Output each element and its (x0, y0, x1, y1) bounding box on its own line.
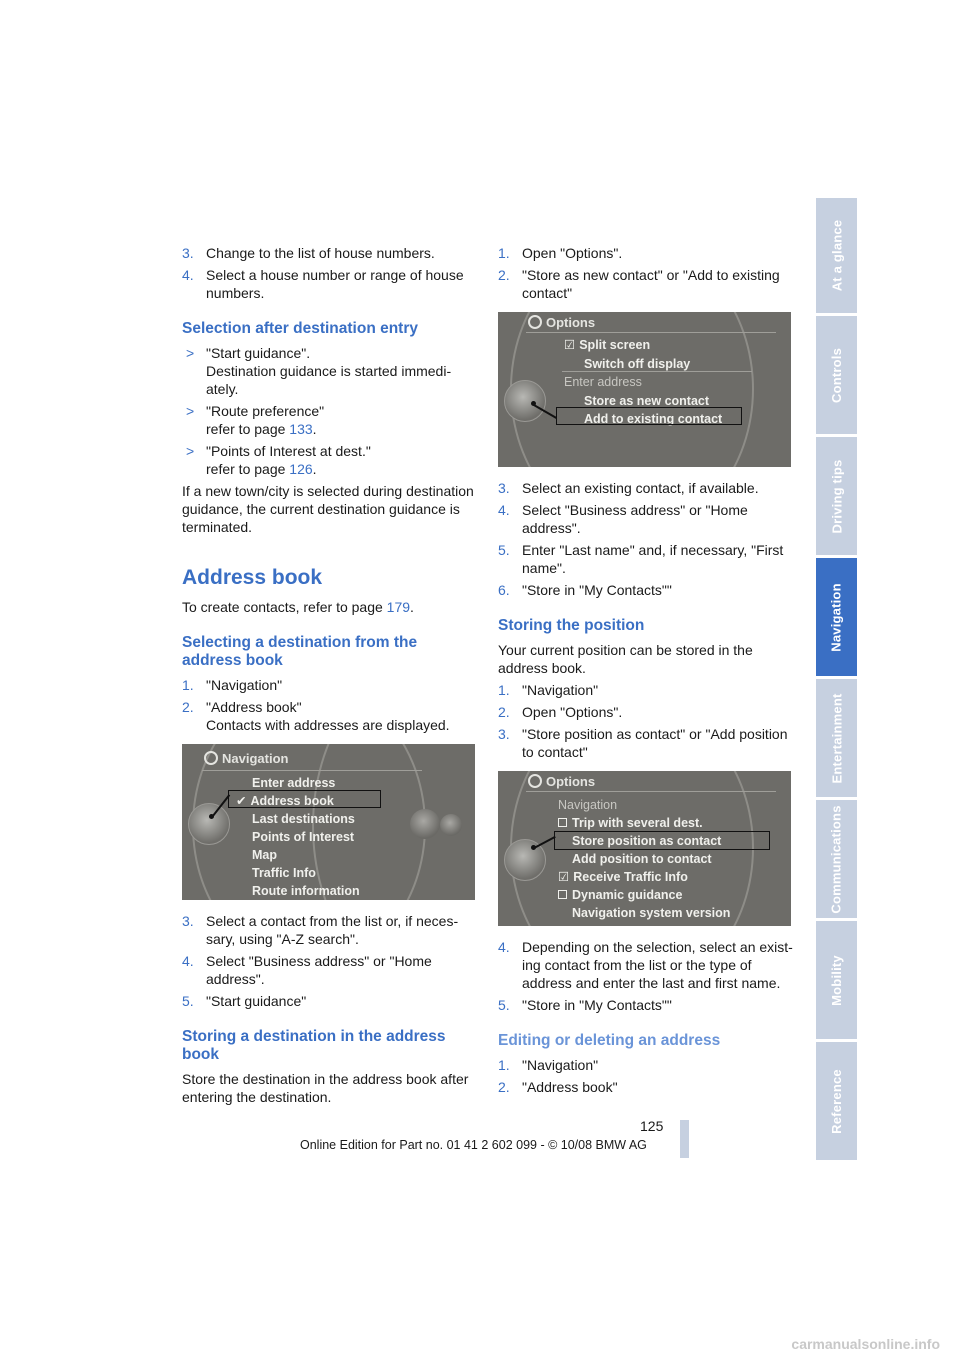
paragraph-create-contacts: To create contacts, refer to page 179. (182, 599, 414, 615)
selection-bullets (182, 344, 478, 478)
list-item: 4. Depending on the selection, select an existing contact from the list or the type of address and enter the last and first name. (498, 939, 793, 991)
list-item: 3. "Store position as contact" or "Add position to contact" (498, 726, 788, 760)
list-item: 1. "Navigation" (498, 1057, 599, 1073)
list-item: 1. "Navigation" (182, 677, 283, 693)
left-column (182, 244, 478, 1110)
paragraph-store-destination: Store the destination in the address book after entering the destination. (182, 1071, 469, 1105)
checkbox-icon (558, 890, 567, 899)
list-item: 5. Enter "Last name" and, if necessary, "First name". (498, 542, 784, 576)
options-icon (528, 774, 542, 788)
highlight-box (554, 831, 770, 850)
list-item: 2. "Address book" Contacts with addresses are displayed. (182, 699, 450, 733)
list-item: 3. Change to the list of house numbers. (182, 245, 435, 261)
controller-knob-icon (410, 809, 440, 839)
options-icon (528, 315, 542, 329)
highlight-box (228, 790, 381, 808)
menu-item: Add to existing contact (584, 412, 723, 426)
menu-item: ☑ Receive Traffic Info (558, 870, 688, 884)
list-item: > "Route preference" refer to page 133. (186, 403, 325, 437)
list-item: > "Start guidance". Destination guidance is started immediately. (186, 345, 452, 397)
tab-navigation[interactable]: Navigation (816, 558, 857, 676)
check-icon: ☑ (564, 338, 576, 352)
footer-edition: Online Edition for Part no. 01 41 2 602 099 - © 10/08 BMW AG (300, 1138, 647, 1152)
menu-item: Store position as contact (572, 834, 722, 848)
list-item: > "Points of Interest at dest." refer to page 126. (186, 443, 371, 477)
heading-selection-after-entry: Selection after destination entry (182, 320, 418, 337)
list-item: 3. Select an existing contact, if available. (498, 480, 759, 496)
tab-entertainment[interactable]: Entertainment (816, 679, 857, 797)
menu-item: Traffic Info (252, 866, 316, 880)
list-item: 4. Select a house number or range of house numbers. (182, 267, 464, 301)
checkbox-icon (558, 818, 567, 827)
contact-steps (182, 912, 478, 1010)
options-menu-screenshot: Options ☑ Split screen Switch off display Enter address Store as new contact Add to existing contact (498, 312, 791, 467)
list-item: 4. Select "Business address" or "Home address". (182, 953, 432, 987)
menu-item: Points of Interest (252, 830, 355, 844)
list-item: 2. "Store as new contact" or "Add to existing contact" (498, 267, 780, 301)
menu-item: ✔ Address book (236, 794, 334, 808)
controller-knob-icon (440, 814, 462, 836)
navigation-icon (204, 751, 218, 765)
tab-mobility[interactable]: Mobility (816, 921, 857, 1039)
page-link-179[interactable]: 179 (386, 599, 411, 615)
check-icon: ✔ (236, 794, 247, 808)
controller-knob-icon (504, 380, 546, 422)
menu-item: Map (252, 848, 277, 862)
options-steps (498, 244, 794, 302)
heading-storing-destination: Storing a destination in the address book (182, 1028, 446, 1063)
paragraph-position: Your current position can be stored in the address book. (498, 642, 753, 676)
menu-item: Dynamic guidance (558, 886, 682, 904)
menu-item: Store as new contact (584, 394, 710, 408)
menu-item: Add position to contact (572, 852, 712, 866)
page-number: 125 (640, 1118, 664, 1134)
list-item: 1. "Navigation" (498, 682, 599, 698)
heading-editing-address: Editing or deleting an address (498, 1032, 721, 1049)
heading-selecting-destination: Selecting a destination from the address book (182, 634, 418, 669)
tab-reference[interactable]: Reference (816, 1042, 857, 1160)
list-item: 1. Open "Options". (498, 245, 623, 261)
position-options-screenshot: Options Navigation Trip with several dest. Store position as contact Add position to contact ☑ Receive Traffic Info Dynamic guidance Navigation system version (498, 771, 791, 926)
position-steps (498, 681, 794, 761)
right-column (498, 244, 794, 1100)
tab-driving-tips[interactable]: Driving tips (816, 437, 857, 555)
heading-storing-position: Storing the position (498, 617, 645, 634)
list-item: 5. "Store in "My Contacts"" (498, 997, 672, 1013)
list-item: 4. Select "Business address" or "Home address". (498, 502, 748, 536)
house-number-steps (182, 244, 478, 302)
menu-section-label: Enter address (564, 375, 642, 389)
list-item: 2. Open "Options". (498, 704, 623, 720)
tab-communications[interactable]: Communications (816, 800, 857, 918)
store-contact-steps (498, 938, 794, 1014)
page-link-133[interactable]: 133 (289, 421, 313, 437)
list-item: 3. Select a contact from the list or, if necessary, using "A-Z search". (182, 913, 459, 947)
controller-knob-icon (188, 803, 230, 845)
list-item: 5. "Start guidance" (182, 993, 307, 1009)
tab-controls[interactable]: Controls (816, 316, 857, 434)
selecting-steps (182, 676, 478, 734)
heading-address-book: Address book (182, 566, 323, 589)
menu-item: Navigation system version (572, 906, 731, 920)
menu-item: ☑ Split screen (564, 338, 651, 352)
highlight-box (556, 407, 742, 425)
menu-item: Trip with several dest. (558, 814, 703, 832)
check-icon: ☑ (558, 870, 570, 884)
menu-section-label: Navigation (558, 798, 618, 812)
page-edge-marker (680, 1120, 689, 1158)
menu-item: Last destinations (252, 812, 355, 826)
watermark: carmanualsonline.info (791, 1336, 940, 1352)
editing-steps (498, 1056, 794, 1096)
paragraph-new-town: If a new town/city is selected during destination guidance, the current destination guidance is terminated. (182, 483, 474, 535)
list-item: 6. "Store in "My Contacts"" (498, 582, 672, 598)
menu-item: Enter address (252, 776, 336, 790)
navigation-menu-screenshot: Navigation Enter address ✔ Address book Last destinations Points of Interest Map Traffic Info Route information (182, 744, 475, 900)
menu-item: Route information (252, 884, 360, 898)
tab-at-a-glance[interactable]: At a glance (816, 198, 857, 313)
list-item: 2. "Address book" (498, 1079, 618, 1095)
page-link-126[interactable]: 126 (289, 461, 313, 477)
menu-item: Switch off display (584, 357, 691, 371)
existing-contact-steps (498, 479, 794, 599)
chapter-sidebar (816, 198, 857, 1160)
